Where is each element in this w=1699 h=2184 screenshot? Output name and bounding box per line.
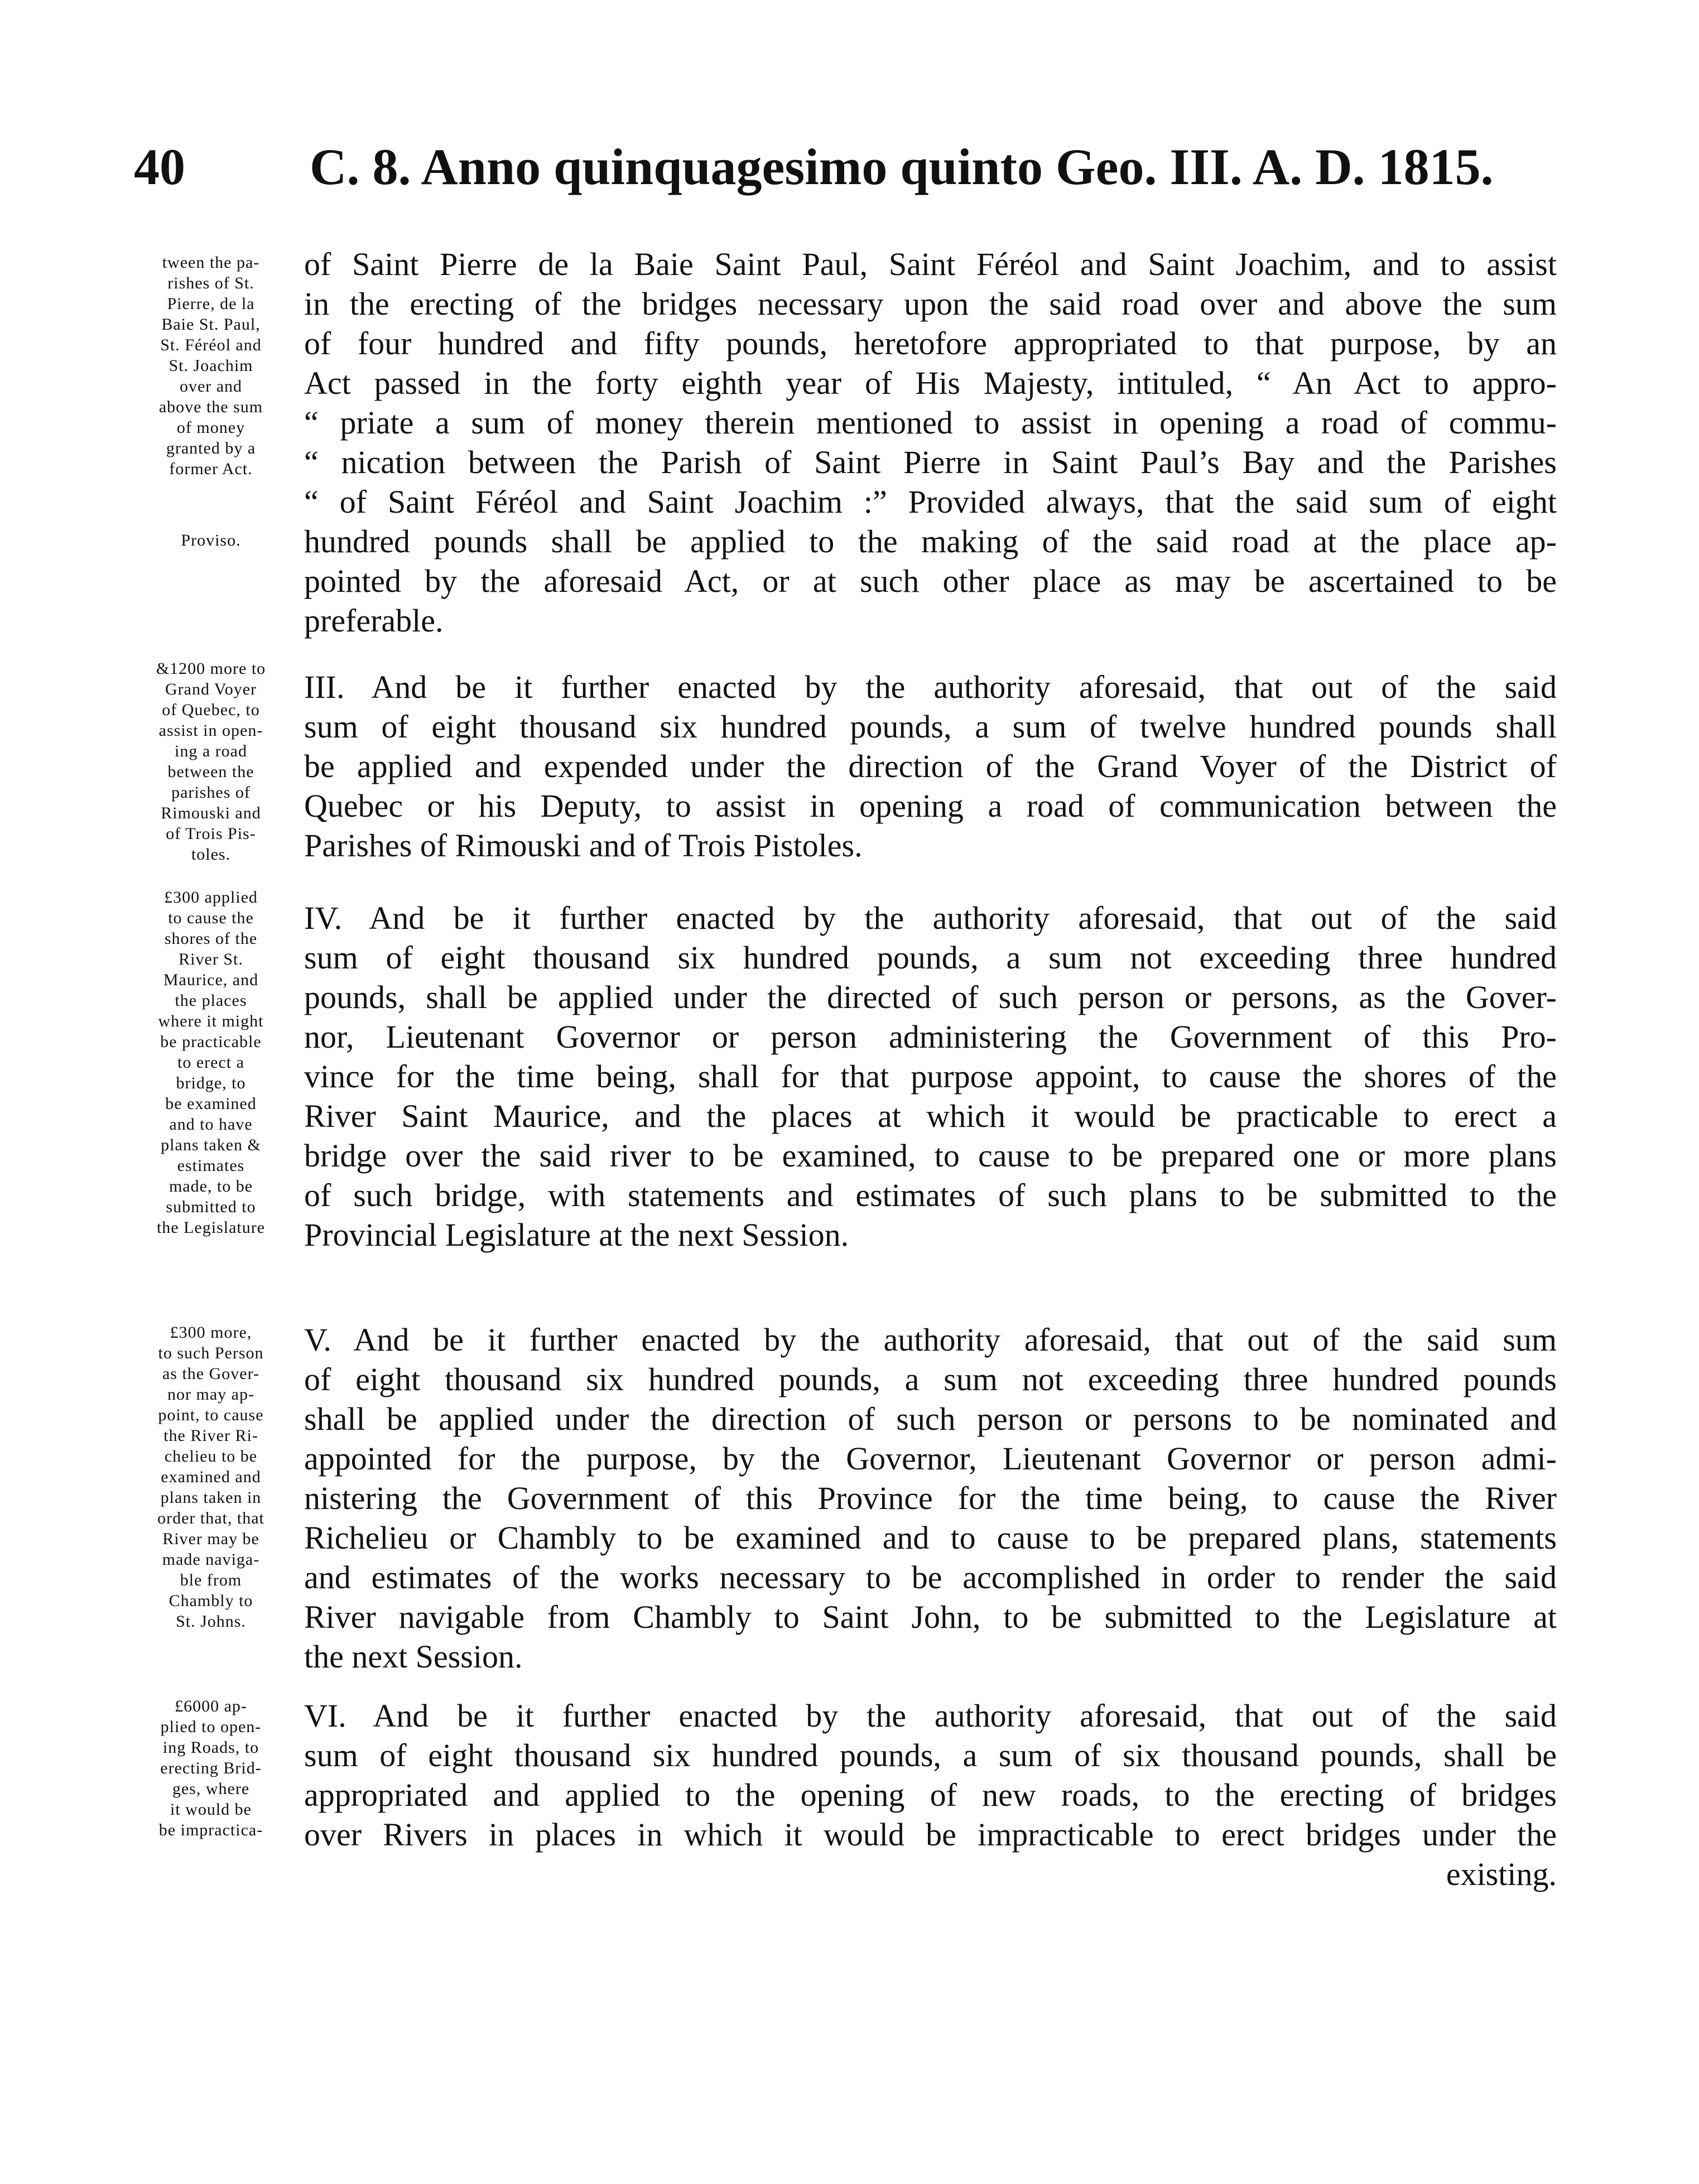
margin-note-line: to cause the bbox=[168, 909, 254, 927]
margin-note-line: St. Féréol and bbox=[160, 336, 262, 354]
text-line: “ priate a sum of money therein mentioned to assist in opening a road of commu- bbox=[304, 404, 1557, 441]
margin-note-line: and to have bbox=[169, 1115, 253, 1134]
margin-note-line: Baie St. Paul, bbox=[161, 315, 261, 334]
margin-note bbox=[127, 1322, 295, 1632]
running-title: C. 8. Anno quinquagesimo quinto Geo. III. A. D. 1815. bbox=[310, 138, 1494, 195]
text-line: Act passed in the forty eighth year of His Majesty, intituled, “ An Act to appro- bbox=[304, 365, 1557, 401]
text-line: VI. And be it further enacted by the authority aforesaid, that out of the said bbox=[304, 1698, 1557, 1734]
margin-note-line: examined and bbox=[161, 1468, 261, 1486]
margin-note-line: £300 more, bbox=[170, 1323, 252, 1342]
margin-note bbox=[127, 1696, 295, 1840]
margin-note-line: granted by a bbox=[166, 439, 256, 457]
margin-note-line: of money bbox=[176, 418, 246, 437]
margin-note-line: above the sum bbox=[158, 398, 263, 416]
text-line: of such bridge, with statements and estimates of such plans to be submitted to the bbox=[304, 1177, 1557, 1213]
text-line: over Rivers in places in which it would be impracticable to erect bridges under the bbox=[304, 1816, 1557, 1853]
text-line: Parishes of Rimouski and of Trois Pistoles. bbox=[304, 827, 863, 864]
text-line: bridge over the said river to be examined, to cause to be prepared one or more plans bbox=[304, 1137, 1557, 1174]
text-line: sum of eight thousand six hundred pounds, a sum of six thousand pounds, shall be bbox=[304, 1737, 1557, 1773]
text-line: vince for the time being, shall for that purpose appoint, to cause the shores of the bbox=[304, 1058, 1557, 1095]
margin-note-line: submitted to bbox=[166, 1198, 256, 1216]
margin-note-line: it would be bbox=[170, 1800, 252, 1819]
margin-note-line: Rimouski and bbox=[161, 804, 261, 822]
text-line: of eight thousand six hundred pounds, a sum not exceeding three hundred pounds bbox=[304, 1361, 1557, 1397]
margin-note-line: to erect a bbox=[177, 1053, 244, 1072]
text-line: pounds, shall be applied under the directed of such person or persons, as the Gover- bbox=[304, 979, 1557, 1015]
text-line: River navigable from Chambly to Saint John, to be submitted to the Legislature at bbox=[304, 1599, 1557, 1635]
margin-note-line: the River Ri- bbox=[163, 1426, 258, 1445]
margin-note-line: Maurice, and bbox=[163, 971, 259, 989]
text-line: nor, Lieutenant Governor or person administering the Government of this Pro- bbox=[304, 1019, 1557, 1055]
margin-note-line: between the bbox=[167, 763, 254, 781]
text-line: hundred pounds shall be applied to the making of the said road at the place ap- bbox=[304, 523, 1557, 560]
text-line: preferable. bbox=[304, 602, 444, 639]
margin-note-line: the places bbox=[175, 991, 247, 1010]
margin-note bbox=[127, 658, 295, 865]
text-line: sum of eight thousand six hundred pounds, a sum of twelve hundred pounds shall bbox=[304, 708, 1557, 745]
margin-note-line: River may be bbox=[162, 1530, 259, 1548]
margin-note-line: order that, that bbox=[157, 1509, 264, 1527]
margin-note-line: nor may ap- bbox=[167, 1385, 254, 1404]
text-line: Richelieu or Chambly to be examined and to cause to be prepared plans, statements bbox=[304, 1520, 1557, 1556]
margin-note-line: tween the pa- bbox=[162, 253, 260, 272]
margin-note-line: rishes of St. bbox=[167, 274, 254, 292]
margin-note bbox=[127, 887, 295, 1238]
text-line: be applied and expended under the direction of the Grand Voyer of the District of bbox=[304, 748, 1557, 784]
margin-note-line: be practicable bbox=[160, 1033, 262, 1051]
margin-note-line: plans taken & bbox=[161, 1136, 261, 1154]
margin-note-line: estimates bbox=[177, 1156, 245, 1175]
paragraph-section-5 bbox=[304, 1320, 1557, 1676]
page-number: 40 bbox=[134, 138, 185, 195]
text-line: III. And be it further enacted by the authority aforesaid, that out of the said bbox=[304, 669, 1557, 705]
margin-note-line: toles. bbox=[191, 845, 231, 864]
paragraph bbox=[304, 244, 1557, 640]
margin-note-line: Chambly to bbox=[169, 1592, 253, 1610]
margin-note-line: be examined bbox=[165, 1095, 257, 1113]
margin-note-line: to such Person bbox=[158, 1344, 264, 1362]
text-line: appropriated and applied to the opening of new roads, to the erecting of bridges bbox=[304, 1777, 1557, 1813]
margin-note-line: of Trois Pis- bbox=[166, 825, 256, 843]
text-line: Quebec or his Deputy, to assist in opening a road of communication between the bbox=[304, 788, 1557, 824]
text-line: in the erecting of the bridges necessary upon the said road over and above the sum bbox=[304, 286, 1557, 322]
margin-note-line: ing Roads, to bbox=[162, 1738, 259, 1757]
paragraph-section-3 bbox=[304, 667, 1557, 865]
margin-note-line: parishes of bbox=[171, 783, 251, 802]
margin-note-line: River St. bbox=[179, 950, 243, 968]
margin-note-line: Proviso. bbox=[181, 531, 241, 549]
margin-note-line: point, to cause bbox=[158, 1406, 264, 1424]
margin-note-line: shores of the bbox=[164, 929, 258, 948]
text-line: of Saint Pierre de la Baie Saint Paul, Saint Féréol and Saint Joachim, and to assist bbox=[304, 246, 1557, 282]
text-line: appointed for the purpose, by the Governor, Lieutenant Governor or person admi- bbox=[304, 1440, 1557, 1477]
margin-note bbox=[127, 252, 295, 479]
margin-note-line: chelieu to be bbox=[164, 1447, 258, 1465]
text-line: “ of Saint Féréol and Saint Joachim :” Provided always, that the said sum of eight bbox=[304, 484, 1557, 520]
margin-note-line: where it might bbox=[158, 1012, 264, 1030]
margin-note-line: as the Gover- bbox=[162, 1365, 259, 1383]
margin-note-line: made, to be bbox=[169, 1177, 253, 1195]
margin-note-line: Pierre, de la bbox=[167, 295, 255, 313]
margin-note-line: former Act. bbox=[169, 460, 253, 478]
text-line: the next Session. bbox=[304, 1638, 523, 1675]
margin-note-line: ing a road bbox=[175, 742, 247, 760]
margin-note-line: the Legislature bbox=[156, 1218, 266, 1237]
margin-note-line: be impractica- bbox=[158, 1821, 263, 1839]
margin-note-line: &1200 more to bbox=[156, 659, 266, 678]
text-line: “ nication between the Parish of Saint Pierre in Saint Paul’s Bay and the Parishes bbox=[304, 444, 1557, 480]
text-line: Provincial Legislature at the next Session. bbox=[304, 1217, 849, 1253]
margin-note-line: of Quebec, to bbox=[162, 701, 260, 719]
paragraph-section-4 bbox=[304, 898, 1557, 1255]
paragraph-section-6 bbox=[304, 1696, 1557, 1894]
margin-note-line: ble from bbox=[180, 1571, 242, 1589]
text-line: River Saint Maurice, and the places at which it would be practicable to erect a bbox=[304, 1098, 1557, 1134]
margin-note-line: plans taken in bbox=[160, 1488, 262, 1507]
margin-note-proviso bbox=[127, 530, 295, 551]
margin-note-line: erecting Brid- bbox=[160, 1759, 262, 1777]
margin-note-line: over and bbox=[179, 377, 243, 396]
margin-note-line: made naviga- bbox=[162, 1550, 260, 1569]
text-line: V. And be it further enacted by the authority aforesaid, that out of the said sum bbox=[304, 1322, 1557, 1358]
margin-note-line: ges, where bbox=[172, 1780, 250, 1798]
page-header bbox=[0, 0, 1699, 223]
text-line: sum of eight thousand six hundred pounds, a sum not exceeding three hundred bbox=[304, 939, 1557, 976]
margin-note-line: assist in open- bbox=[158, 721, 263, 740]
text-line: nistering the Government of this Province for the time being, to cause the River bbox=[304, 1480, 1557, 1516]
text-line: existing. bbox=[1446, 1856, 1557, 1892]
margin-note-line: Grand Voyer bbox=[165, 680, 257, 698]
text-line: and estimates of the works necessary to be accomplished in order to render the said bbox=[304, 1559, 1557, 1595]
margin-note-line: bridge, to bbox=[176, 1074, 246, 1092]
text-line: pointed by the aforesaid Act, or at such other place as may be ascertained to be bbox=[304, 563, 1557, 599]
text-line: shall be applied under the direction of such person or persons to be nominated and bbox=[304, 1401, 1557, 1437]
margin-note-line: £6000 ap- bbox=[175, 1697, 247, 1715]
margin-note-line: St. Johns. bbox=[176, 1612, 246, 1631]
margin-note-line: St. Joachim bbox=[169, 356, 253, 375]
margin-note-line: plied to open- bbox=[160, 1718, 262, 1736]
margin-note-line: £300 applied bbox=[164, 888, 258, 907]
text-line: IV. And be it further enacted by the authority aforesaid, that out of the said bbox=[304, 900, 1557, 936]
text-line: of four hundred and fifty pounds, heretofore appropriated to that purpose, by an bbox=[304, 325, 1557, 361]
